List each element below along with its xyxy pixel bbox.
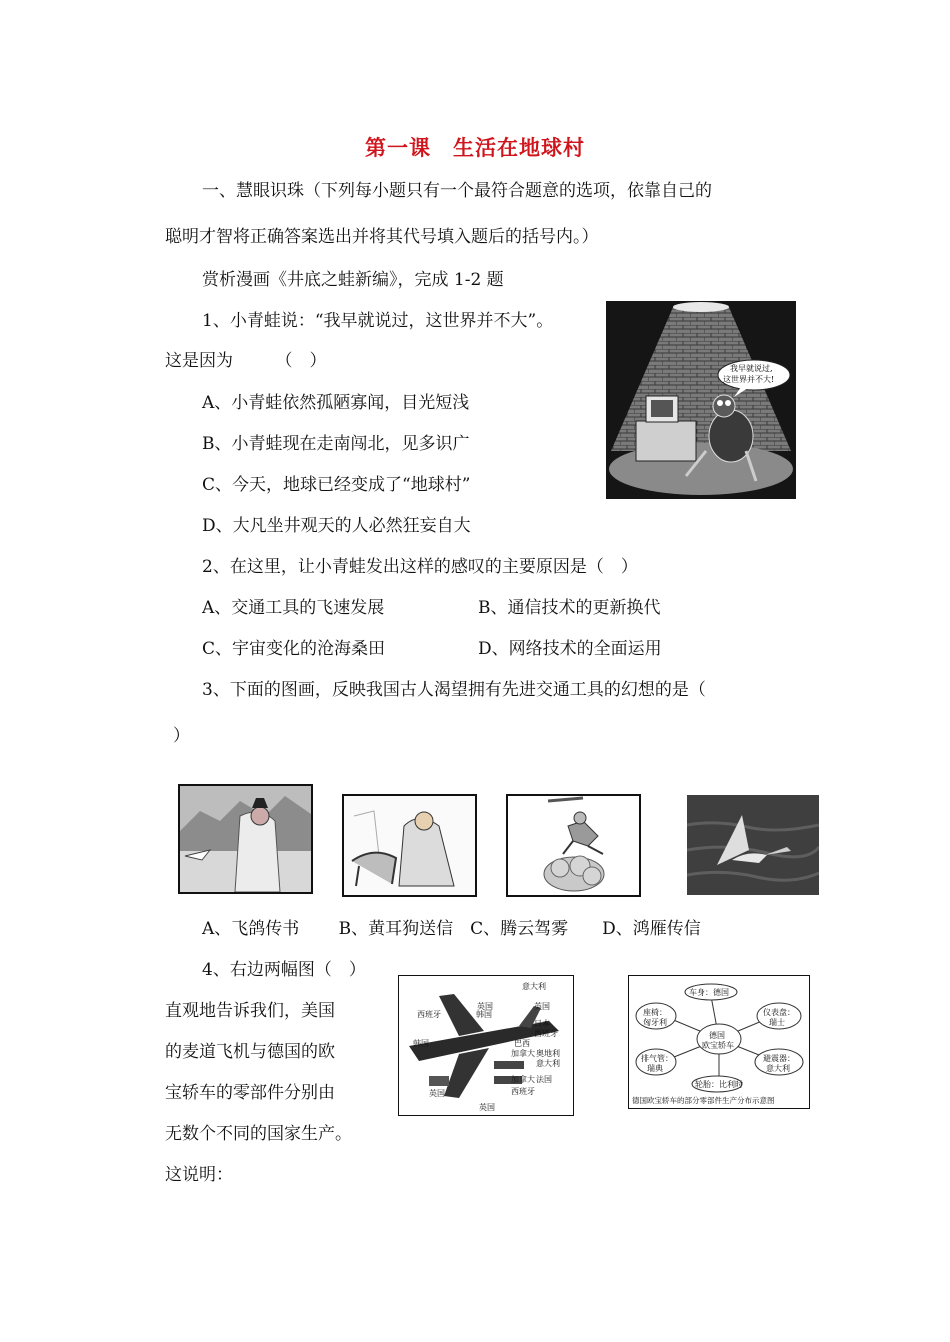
car-center-line2: 欧宝轿车 [702, 1041, 734, 1050]
plane-label-italy-2: 意大利 [536, 1059, 560, 1068]
car-node-shock-line1: 避震器： [763, 1054, 795, 1063]
q1-option-d: D、大凡坐井观天的人必然狂妄自大 [202, 516, 471, 536]
q4-body-line5: 这说明： [165, 1165, 233, 1185]
car-node-seat-line1: 座椅： [643, 1008, 667, 1017]
q3-options: A、飞鸽传书 B、黄耳狗送信 C、腾云驾雾 D、鸿雁传信 [202, 919, 701, 939]
plane-label-canada: 加拿大 [511, 1049, 535, 1058]
car-center-line1: 德国 [709, 1031, 725, 1040]
car-node-dashboard-line1: 仪表盘： [763, 1008, 795, 1017]
plane-label-austria: 奥地利 [536, 1049, 560, 1058]
yellow-dog-picture [342, 794, 477, 897]
q2-option-d: D、网络技术的全面运用 [478, 639, 662, 659]
q1-option-c: C、今天，地球已经变成了“地球村” [202, 475, 471, 495]
plane-label-france: 法国 [536, 1075, 552, 1084]
plane-label-korea: 韩国 [476, 1010, 492, 1019]
plane-label-spain-3: 西班牙 [511, 1087, 535, 1096]
car-node-body: 车身：德国 [689, 988, 729, 997]
frog-cartoon [606, 301, 796, 499]
q3-stem-line1: 3、下面的图画，反映我国古人渴望拥有先进交通工具的幻想的是（ [202, 680, 706, 700]
car-node-dashboard-line2: 瑞士 [769, 1018, 785, 1027]
car-parts-diagram [628, 975, 810, 1109]
car-node-seat-line2: 匈牙利 [643, 1018, 667, 1027]
q2-option-c: C、宇宙变化的沧海桑田 [202, 639, 386, 659]
q3-stem-line2: ） [173, 726, 190, 746]
section-heading-line1: 一、慧眼识珠（下列每小题只有一个最符合题意的选项，依靠自己的 [202, 181, 712, 201]
q2-option-a: A、交通工具的飞速发展 [202, 598, 385, 618]
q2-option-b: B、通信技术的更新换代 [478, 598, 661, 618]
q1-stem-line2: 这是因为 （ ） [165, 351, 327, 371]
cloud-ride-picture [506, 794, 641, 897]
q1-stem-line1: 1、小青蛙说：“我早就说过，这世界并不大”。 [202, 311, 554, 331]
plane-label-japan: 日本 [534, 1019, 550, 1028]
q4-body-line4: 无数个不同的国家生产。 [165, 1124, 352, 1144]
car-node-exhaust-line2: 瑞典 [647, 1064, 663, 1073]
intro-text: 赏析漫画《井底之蛙新编》，完成 1-2 题 [202, 270, 504, 290]
cartoon-bubble-line2: 这世界并不大! [723, 375, 775, 384]
q2-stem: 2、在这里，让小青蛙发出这样的感叹的主要原因是（ ） [202, 557, 638, 577]
section-heading-line2: 聪明才智将正确答案选出并将其代号填入题后的括号内。） [165, 227, 599, 247]
cartoon-bubble-line1: 我早就说过, [730, 364, 773, 373]
car-node-exhaust-line1: 排气管： [641, 1054, 673, 1063]
plane-label-spain-2: 西班牙 [534, 1029, 558, 1038]
wild-goose-picture [687, 795, 819, 895]
q4-body-line3: 宝轿车的零部件分别由 [165, 1083, 335, 1103]
car-node-shock-line2: 意大利 [766, 1064, 790, 1073]
plane-label-korea-2: 韩国 [413, 1039, 429, 1048]
plane-label-uk-2: 英国 [534, 1002, 550, 1011]
q1-option-a: A、小青蛙依然孤陋寡闻，目光短浅 [202, 393, 470, 413]
plane-label-uk-3: 英国 [429, 1089, 445, 1098]
plane-label-italy: 意大利 [522, 982, 546, 991]
q4-body-line2: 的麦道飞机与德国的欧 [165, 1042, 335, 1062]
plane-label-uk: 英国 [477, 1002, 493, 1011]
airplane-parts-diagram [398, 975, 574, 1116]
q4-body-line1: 直观地告诉我们，美国 [165, 1001, 335, 1021]
plane-label-canada-2: 加拿大 [511, 1075, 535, 1084]
q4-stem: 4、右边两幅图（ ） [202, 960, 366, 980]
plane-label-brazil: 巴西 [514, 1039, 530, 1048]
pigeon-letter-picture [178, 784, 313, 894]
page-title: 第一课 生活在地球村 [365, 135, 585, 160]
car-node-tyre: 轮胎：比利时 [695, 1080, 743, 1089]
plane-label-uk-4: 英国 [479, 1103, 495, 1112]
q1-option-b: B、小青蛙现在走南闯北，见多识广 [202, 434, 470, 454]
plane-label-spain: 西班牙 [417, 1010, 441, 1019]
car-caption: 德国欧宝轿车的部分零部件生产分布示意图 [632, 1096, 775, 1105]
